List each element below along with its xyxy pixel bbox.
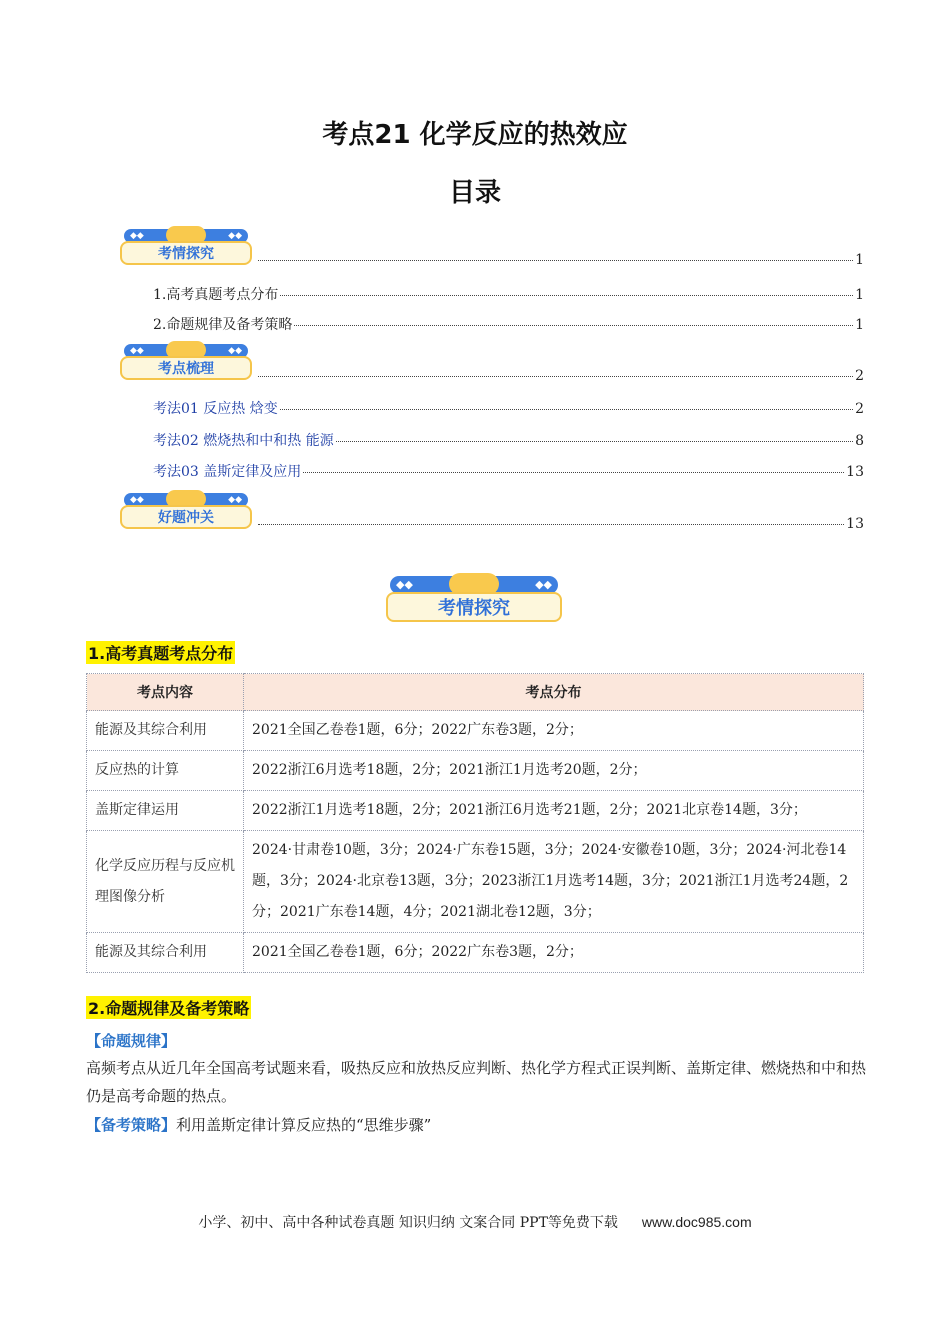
table-row [87,791,864,831]
toc-entry[interactable] [256,368,864,384]
arrow-right-icon: ◆◆ [228,346,242,356]
table-cell: 化学反应历程与反应机理图像分析 [87,831,244,933]
toc-entry[interactable]: 考法01 反应热 焓变 2 [153,401,864,417]
table-row [87,831,864,933]
strategy-line [86,1111,866,1139]
table-cell: 2021全国乙卷卷1题，6分；2022广东卷3题，2分； [244,711,864,751]
toc-entry[interactable]: 2.命题规律及备考策略 1 [153,317,864,333]
arrow-right-icon: ◆◆ [535,578,552,591]
badge-label: 考点梳理 [158,361,214,377]
table-cell: 2024·甘肃卷10题，3分；2024·广东卷15题，3分；2024·安徽卷10题，3分；2024·河北卷14题，3分；2024·北京卷13题，3分；2023浙江1月选考14题，3分；2021浙江1月选考24题，2分；2021广东卷14题，4分；2021湖北卷12题，3分； [244,831,864,933]
badge-label: 考情探究 [158,246,214,262]
table-cell: 2021全国乙卷卷1题，6分；2022广东卷3题，2分； [244,933,864,973]
table-cell: 反应热的计算 [87,751,244,791]
toc-entry[interactable] [256,516,864,532]
toc-page: 1 [855,317,864,333]
page-footer [0,1212,950,1232]
footer-url[interactable]: www.doc985.com [641,1214,752,1230]
section-heading-1: 1.高考真题考点分布 [86,641,235,664]
arrow-right-icon: ◆◆ [228,495,242,505]
table-cell: 能源及其综合利用 [87,933,244,973]
badge-label: 好题冲关 [158,510,214,526]
toc-page: 13 [846,516,864,532]
toc-entry[interactable] [256,252,864,268]
badge-kaoqing-toc [120,229,252,265]
page-title: 考点21 化学反应的热效应 [322,120,628,150]
toc-page: 2 [855,401,864,417]
strategy-label: 【备考策略】 [86,1116,177,1134]
column-header: 考点分布 [244,674,864,711]
table-cell: 能源及其综合利用 [87,711,244,751]
section-heading-2: 2.命题规律及备考策略 [86,996,251,1019]
strategy-text: 利用盖斯定律计算反应热的“思维步骤” [176,1116,432,1134]
table-row [87,933,864,973]
arrow-left-icon: ◆◆ [130,231,144,241]
table-cell: 盖斯定律运用 [87,791,244,831]
footer-text: 小学、初中、高中各种试卷真题 知识归纳 文案合同 PPT等免费下载 [198,1215,618,1231]
toc-page: 8 [855,433,864,449]
table-row [87,711,864,751]
rule-text: 高频考点从近几年全国高考试题来看，吸热反应和放热反应判断、热化学方程式正误判断、盖斯定律、燃烧热和中和热仍是高考命题的热点。 [86,1059,867,1105]
toc-entry[interactable]: 1.高考真题考点分布 1 [153,287,864,303]
toc-page: 1 [855,252,864,268]
rule-label: 【命题规律】 [86,1032,177,1050]
exam-distribution-table [86,673,864,973]
badge-kaodian-toc [120,344,252,380]
column-header: 考点内容 [87,674,244,711]
badge-label: 考情探究 [438,598,510,619]
toc-entry[interactable]: 考法03 盖斯定律及应用 13 [153,464,864,480]
table-cell: 2022浙江6月选考18题，2分；2021浙江1月选考20题，2分； [244,751,864,791]
arrow-left-icon: ◆◆ [130,346,144,356]
toc-heading: 目录 [448,178,501,208]
toc-entry[interactable]: 考法02 燃烧热和中和热 能源 8 [153,433,864,449]
arrow-left-icon: ◆◆ [130,495,144,505]
arrow-right-icon: ◆◆ [228,231,242,241]
toc-page: 1 [855,287,864,303]
toc-page: 2 [855,368,864,384]
table-cell: 2022浙江1月选考18题，2分；2021浙江6月选考21题，2分；2021北京卷14题，3分； [244,791,864,831]
badge-haoti-toc [120,493,252,529]
arrow-left-icon: ◆◆ [396,578,413,591]
section-badge-kaoqing [386,576,562,622]
toc-page: 13 [846,464,864,480]
table-row [87,751,864,791]
